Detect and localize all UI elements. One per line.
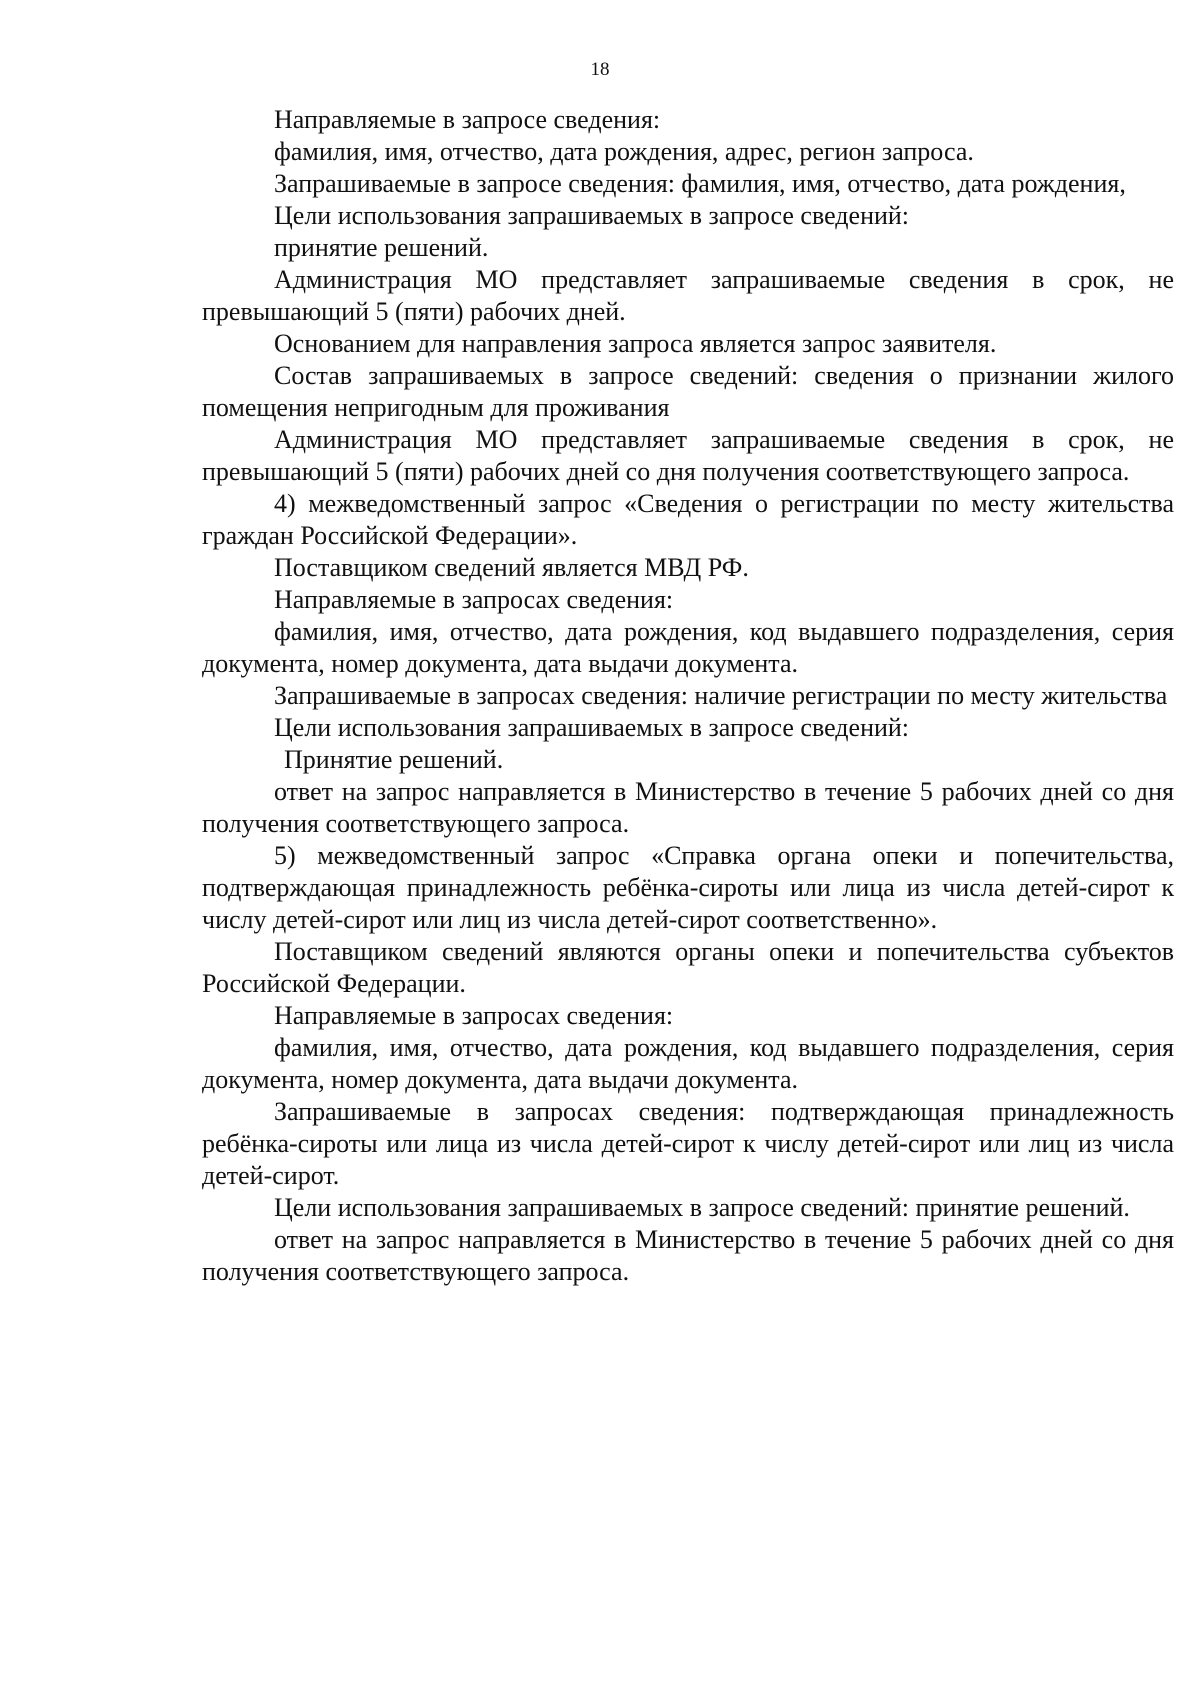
paragraph: фамилия, имя, отчество, дата рождения, код выдавшего подразделения, серия документа, номер документа, дата выдачи документа.: [202, 617, 1174, 678]
paragraph: Администрация МО представляет запрашиваемые сведения в срок, не превышающий 5 (пяти) рабочих дней.: [202, 265, 1174, 326]
paragraph: Запрашиваемые в запросе сведения: фамилия, имя, отчество, дата рождения,: [274, 169, 1126, 198]
paragraph: ответ на запрос направляется в Министерство в течение 5 рабочих дней со дня получения соответствующего запроса.: [202, 777, 1174, 838]
paragraph: 4) межведомственный запрос «Сведения о регистрации по месту жительства граждан Российской Федерации».: [202, 489, 1174, 550]
paragraph: Запрашиваемые в запросах сведения: наличие регистрации по месту жительства: [274, 681, 1168, 710]
paragraph: 5) межведомственный запрос «Справка органа опеки и попечительства, подтверждающая принадлежность ребёнка-сироты или лица из числа детей-сирот к числу детей-сирот или лиц из числа детей-сирот соответственно».: [202, 841, 1174, 934]
paragraph: Состав запрашиваемых в запросе сведений: сведения о признании жилого помещения непригодным для проживания: [202, 361, 1174, 422]
paragraph: Администрация МО представляет запрашиваемые сведения в срок, не превышающий 5 (пяти) рабочих дней со дня получения соответствующего запроса.: [202, 425, 1174, 486]
paragraph: Направляемые в запросе сведения:: [274, 105, 661, 134]
paragraph: Запрашиваемые в запросах сведения: подтверждающая принадлежность ребёнка-сироты или лица из числа детей-сирот к числу детей-сирот или лиц из числа детей-сирот.: [202, 1097, 1174, 1190]
paragraph: Принятие решений.: [284, 745, 504, 774]
paragraph: фамилия, имя, отчество, дата рождения, код выдавшего подразделения, серия документа, номер документа, дата выдачи документа.: [202, 1033, 1174, 1094]
document-body: [202, 104, 1174, 1288]
paragraph: ответ на запрос направляется в Министерство в течение 5 рабочих дней со дня получения соответствующего запроса.: [202, 1225, 1174, 1286]
paragraph: Цели использования запрашиваемых в запросе сведений:: [274, 713, 910, 742]
page-number: 18: [590, 59, 610, 80]
paragraph: Основанием для направления запроса является запрос заявителя.: [274, 329, 997, 358]
paragraph: Поставщиком сведений является МВД РФ.: [274, 553, 749, 582]
paragraph: Направляемые в запросах сведения:: [274, 1001, 674, 1030]
paragraph: Направляемые в запросах сведения:: [274, 585, 674, 614]
paragraph: Цели использования запрашиваемых в запросе сведений: принятие решений.: [274, 1193, 1130, 1222]
paragraph: фамилия, имя, отчество, дата рождения, адрес, регион запроса.: [274, 137, 974, 166]
paragraph: принятие решений.: [274, 233, 489, 262]
paragraph: Цели использования запрашиваемых в запросе сведений:: [274, 201, 910, 230]
paragraph: Поставщиком сведений являются органы опеки и попечительства субъектов Российской Федерации.: [202, 937, 1174, 998]
